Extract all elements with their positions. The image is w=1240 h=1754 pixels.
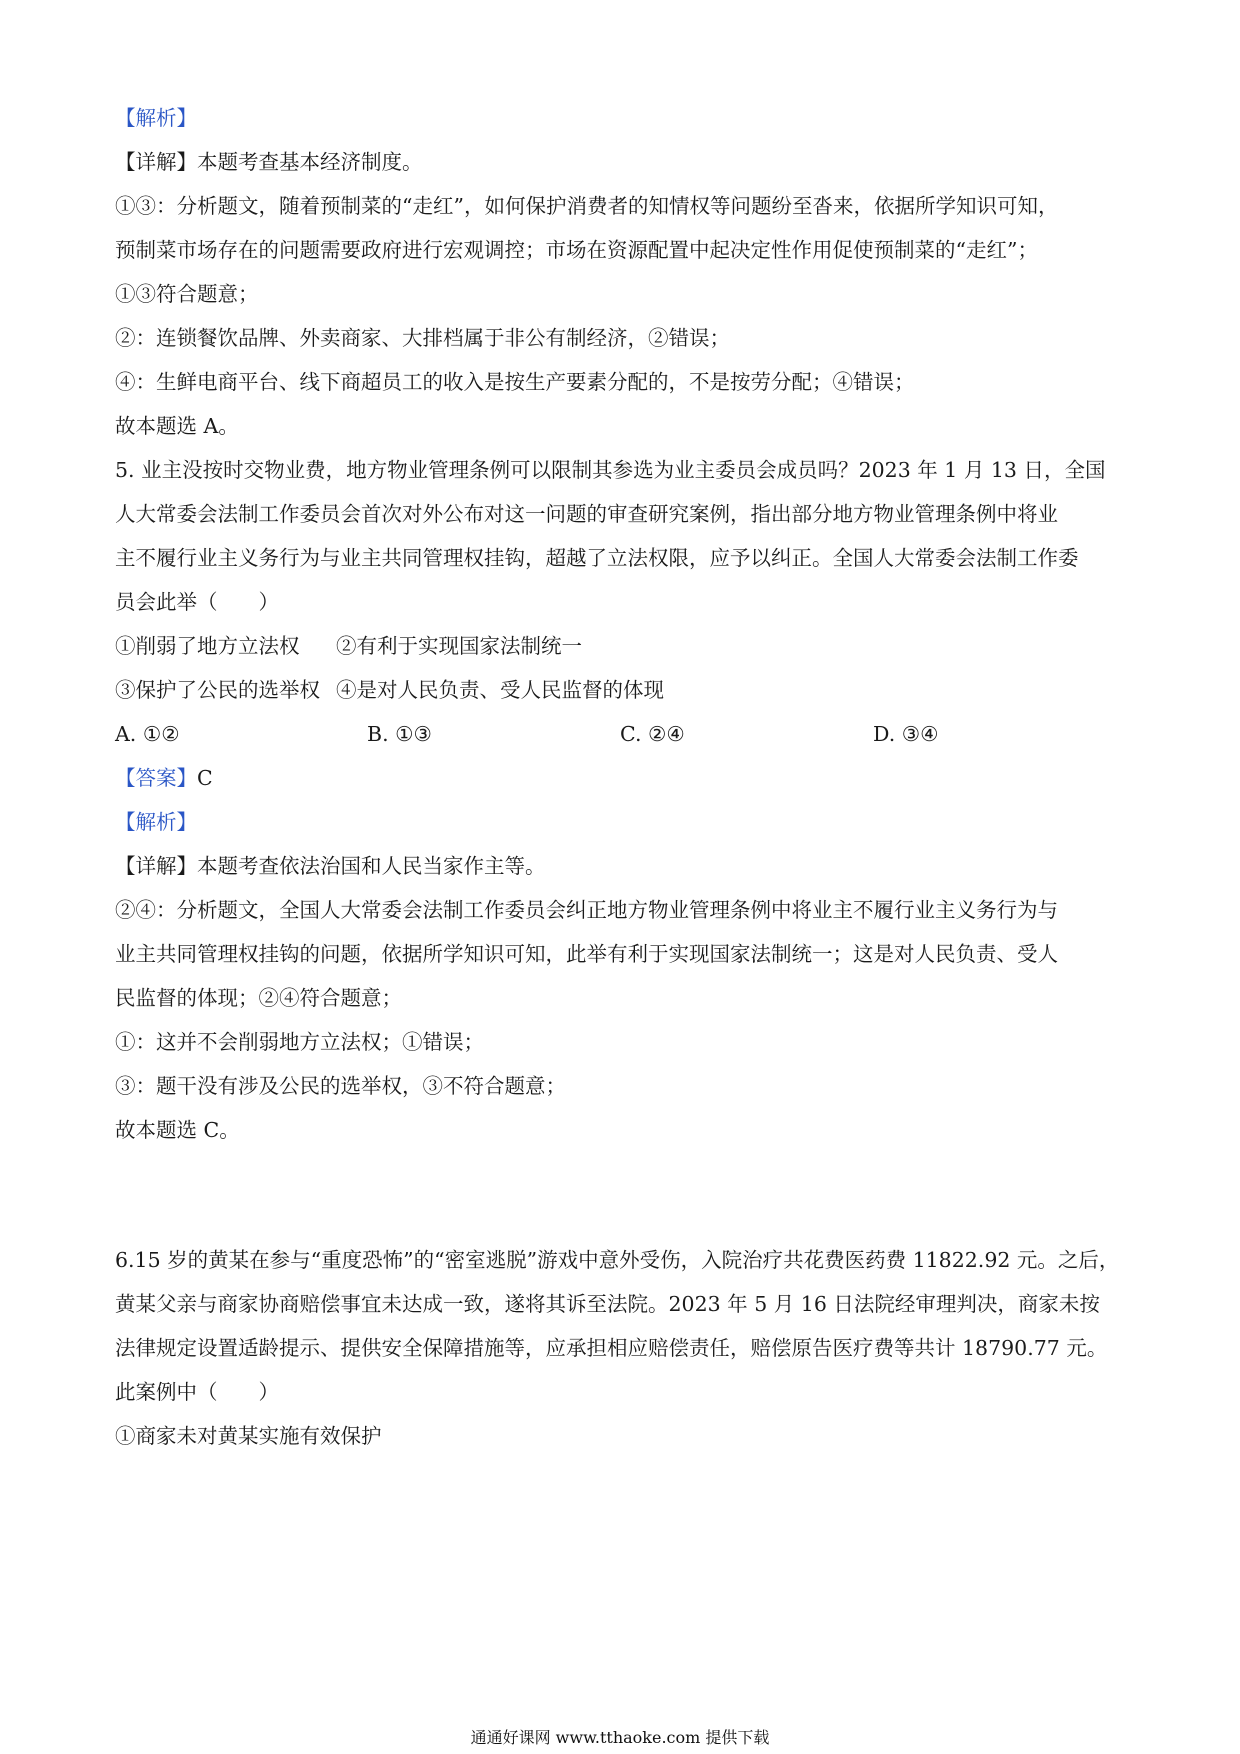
q5-analysis-line: ③：题干没有涉及公民的选举权，③不符合题意；: [115, 1074, 566, 1098]
q5-statement-2: ②有利于实现国家法制统一: [336, 634, 582, 658]
q5-stem-line: 主不履行业主义务行为与业主共同管理权挂钩，超越了立法权限，应予以纠正。全国人大常委会法制工作委: [115, 546, 1079, 570]
q4-detail-line: 预制菜市场存在的问题需要政府进行宏观调控；市场在资源配置中起决定性作用促使预制菜的“走红”；: [115, 238, 1038, 262]
q5-choice-d: D. ③④: [873, 722, 939, 746]
q5-answer-label: 【答案】: [115, 766, 197, 790]
q5-choice-c: C. ②④: [620, 722, 685, 746]
q5-analysis-line: 【详解】本题考查依法治国和人民当家作主等。: [115, 854, 546, 878]
q5-stem-line: 5. 业主没按时交物业费，地方物业管理条例可以限制其参选为业主委员会成员吗？2023 年 1 月 13 日，全国: [115, 458, 1106, 482]
q4-detail-line: ①③：分析题文，随着预制菜的“走红”，如何保护消费者的知情权等问题纷至沓来，依据所学知识可知，: [115, 194, 1059, 218]
page-footer: 通通好课网 www.tthaoke.com 提供下载: [470, 1728, 770, 1747]
q4-detail-line: ①③符合题意；: [115, 282, 259, 306]
q5-analysis-line: ①：这并不会削弱地方立法权；①错误；: [115, 1030, 484, 1054]
q6-stem-line: 法律规定设置适龄提示、提供安全保障措施等，应承担相应赔偿责任，赔偿原告医疗费等共计 18790.77 元。: [115, 1336, 1108, 1360]
q5-answer: [115, 763, 1135, 793]
q6-statement-1: ①商家未对黄某实施有效保护: [115, 1424, 382, 1448]
q5-statement-4: ④是对人民负责、受人民监督的体现: [336, 678, 664, 702]
q4-analysis-label: 【解析】: [115, 106, 197, 130]
q5-analysis-line: ②④：分析题文，全国人大常委会法制工作委员会纠正地方物业管理条例中将业主不履行业主义务行为与: [115, 898, 1058, 922]
q4-detail-line: ②：连锁餐饮品牌、外卖商家、大排档属于非公有制经济，②错误；: [115, 326, 730, 350]
q4-detail-line: 【详解】本题考查基本经济制度。: [115, 150, 423, 174]
q5-analysis-line: 民监督的体现；②④符合题意；: [115, 986, 402, 1010]
q5-analysis-label: 【解析】: [115, 810, 197, 834]
q5-stem-line: 员会此举（ ）: [115, 590, 279, 614]
q5-answer-value: C: [197, 766, 213, 790]
q5-stem-line: 人大常委会法制工作委员会首次对外公布对这一问题的审查研究案例，指出部分地方物业管理条例中将业: [115, 502, 1058, 526]
q4-conclusion: 故本题选 A。: [115, 414, 239, 438]
q6-stem-line: 此案例中（ ）: [115, 1380, 279, 1404]
q5-conclusion: 故本题选 C。: [115, 1118, 240, 1142]
q5-choice-a: A. ①②: [115, 722, 180, 746]
q4-detail-line: ④：生鲜电商平台、线下商超员工的收入是按生产要素分配的，不是按劳分配；④错误；: [115, 370, 915, 394]
q5-statement-1: ①削弱了地方立法权: [115, 634, 300, 658]
q5-analysis-line: 业主共同管理权挂钩的问题，依据所学知识可知，此举有利于实现国家法制统一；这是对人民负责、受人: [115, 942, 1058, 966]
q6-stem-line: 黄某父亲与商家协商赔偿事宜未达成一致，遂将其诉至法院。2023 年 5 月 16 日法院经审理判决，商家未按: [115, 1292, 1100, 1316]
q5-choice-b: B. ①③: [367, 722, 432, 746]
q6-stem-line: 6.15 岁的黄某在参与“重度恐怖”的“密室逃脱”游戏中意外受伤，入院治疗共花费医药费 11822.92 元。之后，: [115, 1248, 1120, 1272]
q5-statement-3: ③保护了公民的选举权: [115, 678, 320, 702]
